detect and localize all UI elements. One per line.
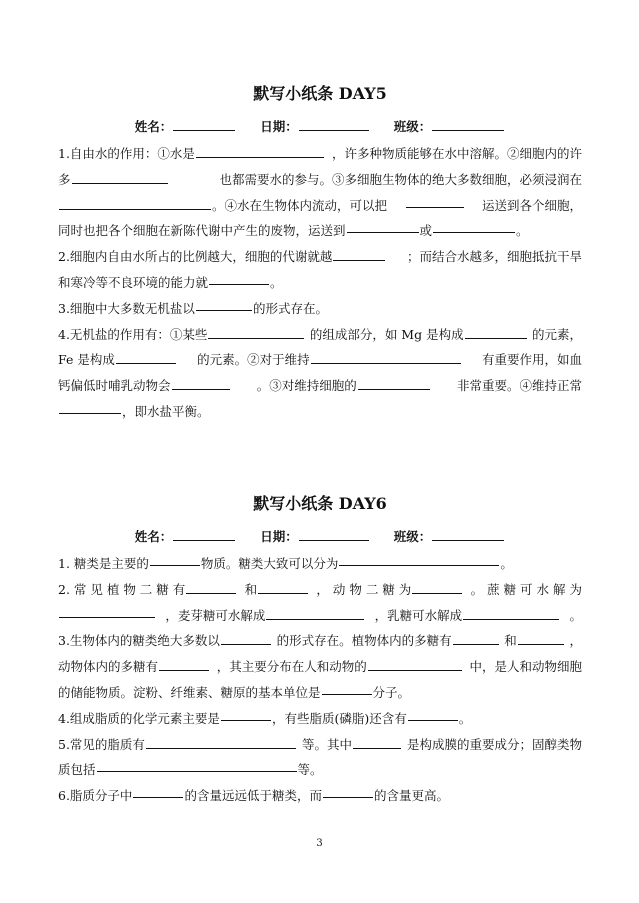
blank-field[interactable]	[209, 270, 269, 285]
day6-body	[58, 551, 582, 809]
blank-field[interactable]	[408, 706, 458, 721]
blank-field[interactable]	[339, 551, 499, 566]
blank-field[interactable]	[311, 349, 461, 364]
blank-field[interactable]	[221, 630, 271, 645]
blank-field[interactable]	[221, 706, 271, 721]
blank-field[interactable]	[518, 630, 564, 645]
text-line: 同时也把各个细胞在新陈代谢中产生的废物，运送到 或 。	[58, 218, 582, 244]
class-field[interactable]	[432, 526, 504, 541]
day5-body	[58, 141, 582, 425]
day5-title: 默写小纸条 DAY5	[253, 84, 387, 103]
name-label: 姓名：	[134, 529, 173, 544]
text-line: Fe 是构成 的元素。②对于维持 有重要作用，如血	[58, 347, 582, 373]
text-line: 4.组成脂质的化学元素主要是 ，有些脂质(磷脂)还含有 。	[58, 706, 582, 732]
day6-section	[58, 494, 582, 809]
text-line: ，麦芽糖可水解成 ，乳糖可水解成 。	[58, 603, 582, 629]
blank-field[interactable]	[333, 246, 385, 261]
name-field[interactable]	[173, 526, 235, 541]
blank-field[interactable]	[465, 324, 527, 339]
blank-field[interactable]	[146, 734, 296, 749]
text-line: 6.脂质分子中 的含量远远低于糖类，而 的含量更高。	[58, 783, 582, 809]
blank-field[interactable]	[453, 630, 499, 645]
class-label: 班级：	[393, 119, 432, 134]
day5-info-row	[58, 116, 582, 137]
blank-field[interactable]	[266, 605, 364, 620]
blank-field[interactable]	[258, 579, 308, 594]
date-field[interactable]	[299, 116, 369, 131]
text-line: 1. 糖类是主要的 物质。糖类大致可以分为 。	[58, 551, 582, 577]
blank-field[interactable]	[358, 375, 430, 390]
date-field[interactable]	[299, 526, 369, 541]
blank-field[interactable]	[353, 734, 401, 749]
text-line: 质包括 等。	[58, 757, 582, 783]
text-line: 动物体内的多糖有 ，其主要分布在人和动物的 中，是人和动物细胞	[58, 654, 582, 680]
blank-field[interactable]	[368, 656, 462, 671]
blank-field[interactable]	[433, 218, 515, 233]
blank-field[interactable]	[172, 375, 230, 390]
blank-field[interactable]	[133, 783, 183, 798]
blank-field[interactable]	[323, 783, 373, 798]
blank-field[interactable]	[59, 195, 211, 210]
blank-field[interactable]	[159, 656, 209, 671]
blank-field[interactable]	[59, 399, 121, 414]
day5-section	[58, 84, 582, 425]
text-line: 1.自由水的作用：①水是 ，许多种物质能够在水中溶解。②细胞内的许	[58, 141, 582, 167]
date-label: 日期：	[260, 119, 298, 134]
class-field[interactable]	[432, 116, 504, 131]
blank-field[interactable]	[59, 603, 155, 618]
blank-field[interactable]	[196, 296, 252, 311]
blank-field[interactable]	[186, 579, 236, 594]
text-line: 钙偏低时哺乳动物会 。③对维持细胞的 非常重要。④维持正常	[58, 373, 582, 399]
blank-field[interactable]	[412, 579, 462, 594]
text-line: 5.常见的脂质有 等。其中 是构成膜的重要成分；固醇类物	[58, 732, 582, 758]
blank-field[interactable]	[97, 757, 297, 772]
blank-field[interactable]	[406, 193, 464, 208]
text-line: 4.无机盐的作用有：①某些 的组成部分，如 Mg 是构成 的元素，	[58, 322, 582, 348]
day6-title: 默写小纸条 DAY6	[253, 494, 387, 513]
blank-field[interactable]	[196, 143, 324, 158]
blank-field[interactable]	[208, 324, 304, 339]
blank-field[interactable]	[150, 551, 200, 566]
blank-field[interactable]	[116, 349, 176, 364]
text-line: 多 也都需要水的参与。③多细胞生物体的绝大多数细胞，必须浸润在	[58, 167, 582, 193]
page-number: 3	[316, 838, 323, 849]
text-line: 3.细胞中大多数无机盐以 的形式存在。	[58, 296, 582, 322]
text-line: ，即水盐平衡。	[58, 399, 582, 425]
blank-field[interactable]	[322, 680, 372, 695]
name-label: 姓名：	[134, 119, 173, 134]
text-line: 和寒冷等不良环境的能力就 。	[58, 270, 582, 296]
blank-field[interactable]	[72, 169, 168, 184]
text-line: 2. 常 见 植 物 二 糖 有 和 ， 动 物 二 糖 为 。 蔗 糖 可 水 解 为	[58, 577, 582, 603]
blank-field[interactable]	[463, 605, 559, 620]
name-field[interactable]	[173, 116, 235, 131]
text-line: 3.生物体内的糖类绝大多数以 的形式存在。植物体内的多糖有 和 ，	[58, 628, 582, 654]
day6-info-row	[58, 526, 582, 547]
class-label: 班级：	[393, 529, 432, 544]
text-line: 2.细胞内自由水所占的比例越大，细胞的代谢就越 ；而结合水越多，细胞抵抗干旱	[58, 244, 582, 270]
blank-field[interactable]	[347, 218, 419, 233]
date-label: 日期：	[260, 529, 298, 544]
text-line: 的储能物质。淀粉、纤维素、糖原的基本单位是 分子。	[58, 680, 582, 706]
text-line: 。④水在生物体内流动，可以把 运送到各个细胞，	[58, 193, 582, 219]
